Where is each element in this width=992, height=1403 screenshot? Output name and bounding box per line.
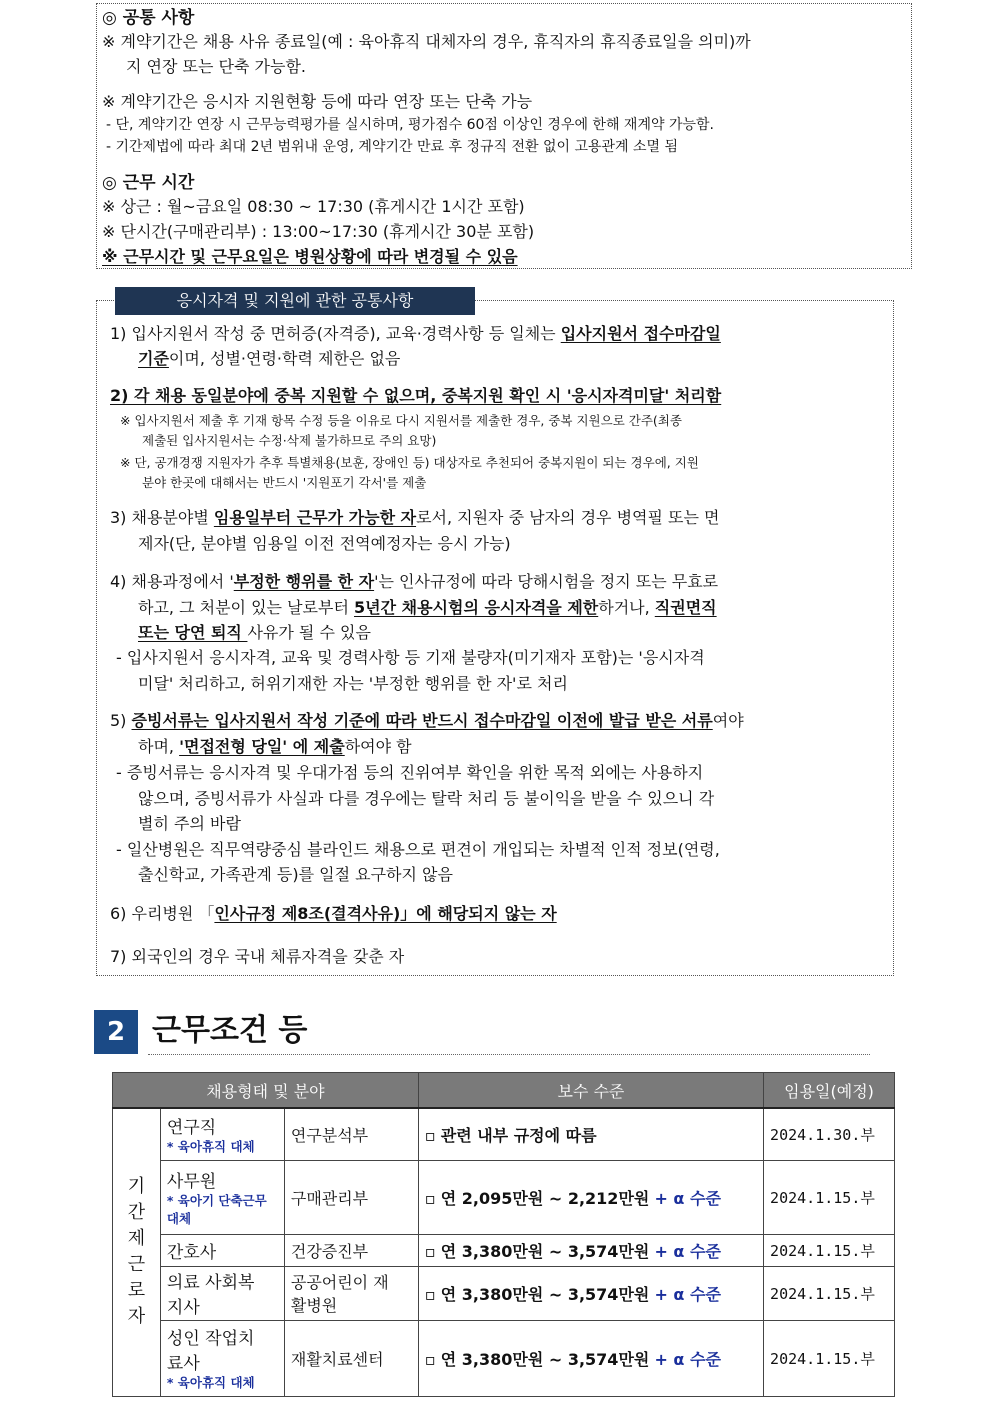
section-title: 근무조건 등: [152, 1013, 308, 1048]
common-title: ◎ 공통 사항: [102, 8, 195, 28]
row-title-cell: [160, 1108, 284, 1160]
qualification-badge: 응시자격 및 지원에 관한 공통사항: [115, 287, 475, 315]
row-title-cell: [160, 1160, 284, 1234]
qual-item-5c-a: - 증빙서류는 응시자격 및 우대가점 등의 진위여부 확인을 위한 목적 외에는 사용하지: [116, 763, 704, 782]
row-title-cell: [160, 1266, 284, 1320]
hours-line-2: ※ 단시간(구매관리부) : 13:00~17:30 (휴게시간 30분 포함): [102, 222, 535, 241]
qual-item-7: 7) 외국인의 경우 국내 체류자격을 갖춘 자: [110, 947, 405, 966]
square-bullet-icon: ▫: [424, 1188, 436, 1208]
header-pay: 보수 수준: [418, 1073, 763, 1109]
qual-item-6: 6) 우리병원 「인사규정 제8조(결격사유)」에 해당되지 않는 자: [110, 904, 557, 923]
qual-item-2-note-2a: ※ 단, 공개경쟁 지원자가 추후 특별채용(보훈, 장애인 등) 대상자로 추천되어 중복지원이 되는 경우에, 지원: [120, 455, 699, 470]
square-bullet-icon: ▫: [424, 1241, 436, 1261]
qual-item-4c: 또는 당연 퇴직 사유가 될 수 있음: [138, 623, 371, 642]
table-row: [113, 1234, 895, 1266]
qual-item-5d-b: 출신학교, 가족관계 등)를 일절 요구하지 않음: [138, 865, 453, 884]
qual-item-5a: 5) 증빙서류는 입사지원서 작성 기준에 따라 반드시 접수마감일 이전에 발급 받은 서류여야: [110, 711, 744, 730]
row-title-cell: [160, 1234, 284, 1266]
qual-item-2-note-2b: 분야 한곳에 대해서는 반드시 '지원포기 각서'를 제출: [142, 475, 427, 490]
table-row: [113, 1320, 895, 1396]
row-title: 연구직: [166, 1117, 217, 1138]
qual-item-2-note-1a: ※ 입사지원서 제출 후 기재 항목 수정 등을 이유로 다시 지원서를 제출한 경우, 중복 지원으로 간주(최종: [120, 413, 682, 428]
row-dept: 건강증진부: [284, 1234, 418, 1266]
common-line-1b: 지 연장 또는 단축 가능함.: [126, 57, 306, 76]
hours-title: ◎ 근무 시간: [102, 173, 195, 193]
row-dept: 공공어린이 재활병원: [284, 1266, 418, 1320]
common-line-3: - 단, 계약기간 연장 시 근무능력평가를 실시하며, 평가점수 60점 이상인 경우에 한해 재계약 가능함.: [106, 117, 714, 133]
qual-item-2: 2) 각 채용 동일분야에 중복 지원할 수 없으며, 중복지원 확인 시 '응시자격미달' 처리함: [110, 386, 722, 405]
hours-line-3: ※ 근무시간 및 근무요일은 병원상황에 따라 변경될 수 있음: [102, 247, 518, 266]
qual-item-3a: 3) 채용분야별 임용일부터 근무가 가능한 자로서, 지원자 중 남자의 경우 병역필 또는 면: [110, 508, 720, 527]
common-line-1a: ※ 계약기간은 채용 사유 종료일(예 : 육아휴직 대체자의 경우, 휴직자의 휴직종료일을 의미)까: [102, 32, 751, 51]
work-conditions-table: [112, 1072, 895, 1397]
group-label-cell: [113, 1108, 161, 1396]
header-type-field: 채용형태 및 분야: [113, 1073, 419, 1109]
table-header-row: [113, 1073, 895, 1109]
table-row: [113, 1266, 895, 1320]
row-pay: ▫ 관련 내부 규정에 따름: [418, 1108, 763, 1160]
qual-item-2-note-1b: 제출된 입사지원서는 수정·삭제 불가하므로 주의 요망): [142, 433, 437, 448]
row-pay: ▫ 연 3,380만원 ~ 3,574만원 + α 수준: [418, 1320, 763, 1396]
row-dept: 재활치료센터: [284, 1320, 418, 1396]
row-title: 의료 사회복지사: [166, 1273, 255, 1318]
row-date: 2024.1.15.부: [764, 1320, 895, 1396]
row-note: * 육아휴직 대체: [166, 1138, 255, 1154]
qual-item-5d-a: - 일산병원은 직무역량중심 블라인드 채용으로 편견이 개입되는 차별적 인적 정보(연령,: [116, 840, 720, 859]
row-date: 2024.1.30.부: [764, 1108, 895, 1160]
hours-line-1: ※ 상근 : 월~금요일 08:30 ~ 17:30 (휴게시간 1시간 포함): [102, 197, 525, 216]
row-title: 사무원: [166, 1171, 217, 1192]
qual-item-3b: 제자(단, 분야별 임용일 이전 전역예정자는 응시 가능): [138, 534, 511, 553]
qual-item-5b: 하며, '면접전형 당일' 에 제출하여야 함: [138, 737, 412, 756]
row-pay: ▫ 연 2,095만원 ~ 2,212만원 + α 수준: [418, 1160, 763, 1234]
common-line-4: - 기간제법에 따라 최대 2년 범위내 운영, 계약기간 만료 후 정규직 전환 없이 고용관계 소멸 됨: [106, 139, 679, 155]
row-title: 간호사: [166, 1242, 217, 1263]
row-dept: 구매관리부: [284, 1160, 418, 1234]
common-line-2: ※ 계약기간은 응시자 지원현황 등에 따라 연장 또는 단축 가능: [102, 92, 533, 111]
qual-item-4a: 4) 채용과정에서 '부정한 행위를 한 자'는 인사규정에 따라 당해시험을 정지 또는 무효로: [110, 572, 719, 591]
qual-item-4d-b: 미달' 처리하고, 허위기재한 자는 '부정한 행위를 한 자'로 처리: [138, 674, 568, 693]
qual-item-4d-a: - 입사지원서 응시자격, 교육 및 경력사항 등 기재 불량자(미기재자 포함)는 '응시자격: [116, 648, 705, 667]
row-title-cell: [160, 1320, 284, 1396]
qual-item-1a: 1) 입사지원서 작성 중 면허증(자격증), 교육·경력사항 등 일체는 입사지원서 접수마감일: [110, 324, 721, 343]
section-divider: [148, 1054, 870, 1055]
row-dept: 연구분석부: [284, 1108, 418, 1160]
square-bullet-icon: ▫: [424, 1349, 436, 1369]
row-date: 2024.1.15.부: [764, 1266, 895, 1320]
header-date: 임용일(예정): [764, 1073, 895, 1109]
section-number: 2: [94, 1010, 138, 1054]
qual-item-5c-b: 않으며, 증빙서류가 사실과 다를 경우에는 탈락 처리 등 불이익을 받을 수 있으니 각: [138, 789, 715, 808]
table-row: [113, 1108, 895, 1160]
table-row: [113, 1160, 895, 1234]
row-note: * 육아기 단축근무 대체: [166, 1192, 267, 1226]
row-date: 2024.1.15.부: [764, 1234, 895, 1266]
qual-item-4b: 하고, 그 처분이 있는 날로부터 5년간 채용시험의 응시자격을 제한하거나, 직권면직: [138, 598, 717, 617]
row-pay: ▫ 연 3,380만원 ~ 3,574만원 + α 수준: [418, 1266, 763, 1320]
square-bullet-icon: ▫: [424, 1125, 436, 1145]
qual-item-5c-c: 별히 주의 바람: [138, 814, 241, 833]
row-pay: ▫ 연 3,380만원 ~ 3,574만원 + α 수준: [418, 1234, 763, 1266]
row-title: 성인 작업치료사: [166, 1329, 255, 1374]
group-label: 기간제근로자: [127, 1176, 146, 1328]
square-bullet-icon: ▫: [424, 1284, 436, 1304]
row-date: 2024.1.15.부: [764, 1160, 895, 1234]
qual-item-1b: 기준이며, 성별·연령·학력 제한은 없음: [138, 349, 401, 368]
row-note: * 육아휴직 대체: [166, 1375, 255, 1390]
